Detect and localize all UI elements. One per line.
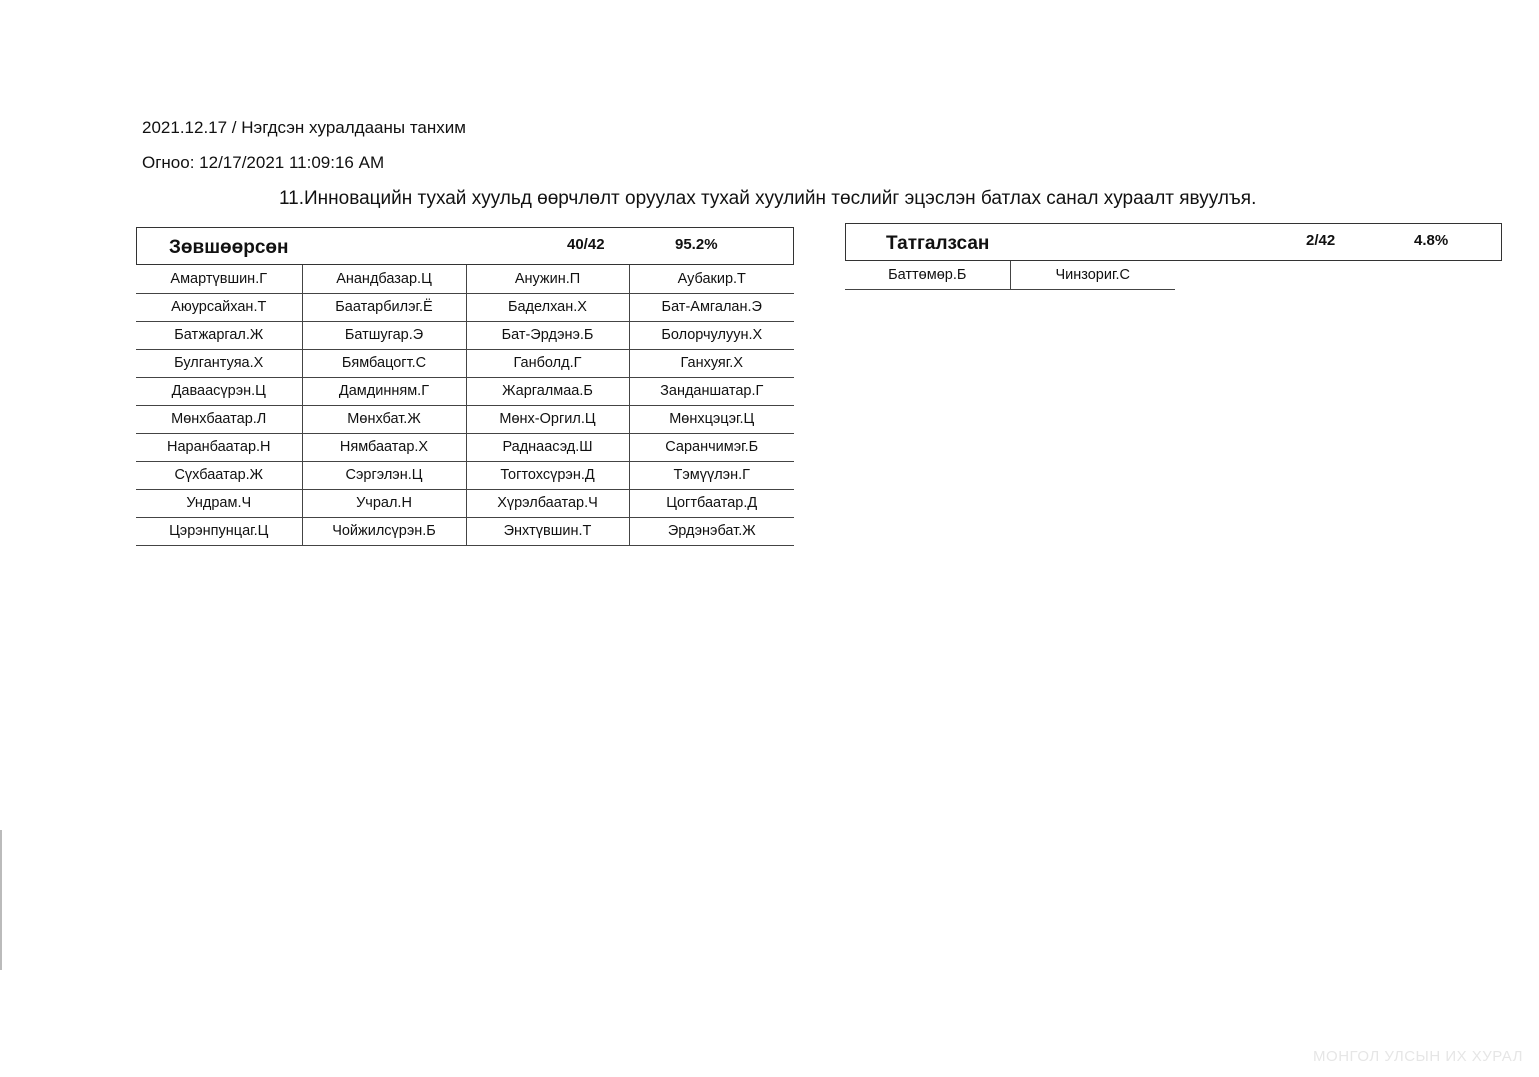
session-line: 2021.12.17 / Нэгдсэн хуралдааны танхим bbox=[142, 118, 466, 137]
member-name: Чойжилсүрэн.Б bbox=[302, 517, 466, 545]
member-name: Занданшатар.Г bbox=[629, 377, 794, 405]
approved-percent: 95.2% bbox=[675, 236, 718, 253]
member-name: Жаргалмаа.Б bbox=[466, 377, 629, 405]
member-name: Цэрэнпунцаг.Ц bbox=[136, 517, 302, 545]
member-name: Амартүвшин.Г bbox=[136, 265, 302, 293]
approved-panel bbox=[136, 227, 794, 546]
approved-names-table bbox=[136, 265, 794, 546]
member-name: Мөнх-Оргил.Ц bbox=[466, 405, 629, 433]
member-name: Хүрэлбаатар.Ч bbox=[466, 489, 629, 517]
member-name: Мөнхбаатар.Л bbox=[136, 405, 302, 433]
member-name: Нямбаатар.Х bbox=[302, 433, 466, 461]
scan-edge-mark bbox=[0, 830, 2, 970]
table-row bbox=[136, 517, 794, 545]
table-row bbox=[136, 293, 794, 321]
member-name: Раднаасэд.Ш bbox=[466, 433, 629, 461]
member-name: Бямбацогт.С bbox=[302, 349, 466, 377]
member-name: Булгантуяа.Х bbox=[136, 349, 302, 377]
table-row bbox=[136, 349, 794, 377]
table-row bbox=[136, 321, 794, 349]
rejected-count: 2/42 bbox=[1306, 232, 1336, 249]
approved-count: 40/42 bbox=[567, 236, 605, 253]
member-name: Эрдэнэбат.Ж bbox=[629, 517, 794, 545]
table-row bbox=[136, 265, 794, 293]
rejected-names-table bbox=[845, 261, 1175, 290]
member-name: Наранбаатар.Н bbox=[136, 433, 302, 461]
member-name: Ундрам.Ч bbox=[136, 489, 302, 517]
table-row bbox=[136, 405, 794, 433]
member-name: Мөнхбат.Ж bbox=[302, 405, 466, 433]
member-name: Анужин.П bbox=[466, 265, 629, 293]
member-name: Болорчулуун.Х bbox=[629, 321, 794, 349]
member-name: Тогтохсүрэн.Д bbox=[466, 461, 629, 489]
table-row bbox=[136, 461, 794, 489]
date-line: Огноо: 12/17/2021 11:09:16 AM bbox=[142, 153, 385, 172]
member-name: Ганхуяг.Х bbox=[629, 349, 794, 377]
rejected-label: Татгалзсан bbox=[886, 233, 990, 254]
member-name: Батшугар.Э bbox=[302, 321, 466, 349]
watermark: МОНГОЛ УЛСЫН ИХ ХУРАЛ bbox=[1313, 1048, 1523, 1065]
member-name: Дамдинням.Г bbox=[302, 377, 466, 405]
rejected-header bbox=[845, 223, 1502, 261]
member-name: Баттөмөр.Б bbox=[845, 261, 1010, 289]
member-name: Ганболд.Г bbox=[466, 349, 629, 377]
rejected-panel bbox=[845, 223, 1502, 290]
member-name: Цогтбаатар.Д bbox=[629, 489, 794, 517]
motion-title: 11.Инновацийн тухай хуульд өөрчлөлт оруулах тухай хуулийн төслийг эцэслэн батлах санал хураалт явуулъя. bbox=[279, 188, 1257, 209]
member-name: Бат-Эрдэнэ.Б bbox=[466, 321, 629, 349]
member-name: Аюурсайхан.Т bbox=[136, 293, 302, 321]
member-name: Батжаргал.Ж bbox=[136, 321, 302, 349]
member-name: Энхтүвшин.Т bbox=[466, 517, 629, 545]
approved-label: Зөвшөөрсөн bbox=[169, 237, 289, 258]
member-name: Баатарбилэг.Ё bbox=[302, 293, 466, 321]
table-row bbox=[136, 489, 794, 517]
member-name: Мөнхцэцэг.Ц bbox=[629, 405, 794, 433]
member-name: Чинзориг.С bbox=[1010, 261, 1175, 289]
table-row bbox=[136, 433, 794, 461]
table-row bbox=[136, 377, 794, 405]
member-name: Аубакир.Т bbox=[629, 265, 794, 293]
member-name: Сэргэлэн.Ц bbox=[302, 461, 466, 489]
member-name: Учрал.Н bbox=[302, 489, 466, 517]
rejected-percent: 4.8% bbox=[1414, 232, 1449, 249]
member-name: Сүхбаатар.Ж bbox=[136, 461, 302, 489]
table-row bbox=[845, 261, 1175, 289]
member-name: Даваасүрэн.Ц bbox=[136, 377, 302, 405]
member-name: Анандбазар.Ц bbox=[302, 265, 466, 293]
member-name: Бат-Амгалан.Э bbox=[629, 293, 794, 321]
member-name: Баделхан.Х bbox=[466, 293, 629, 321]
member-name: Саранчимэг.Б bbox=[629, 433, 794, 461]
approved-header bbox=[136, 227, 794, 265]
member-name: Тэмүүлэн.Г bbox=[629, 461, 794, 489]
